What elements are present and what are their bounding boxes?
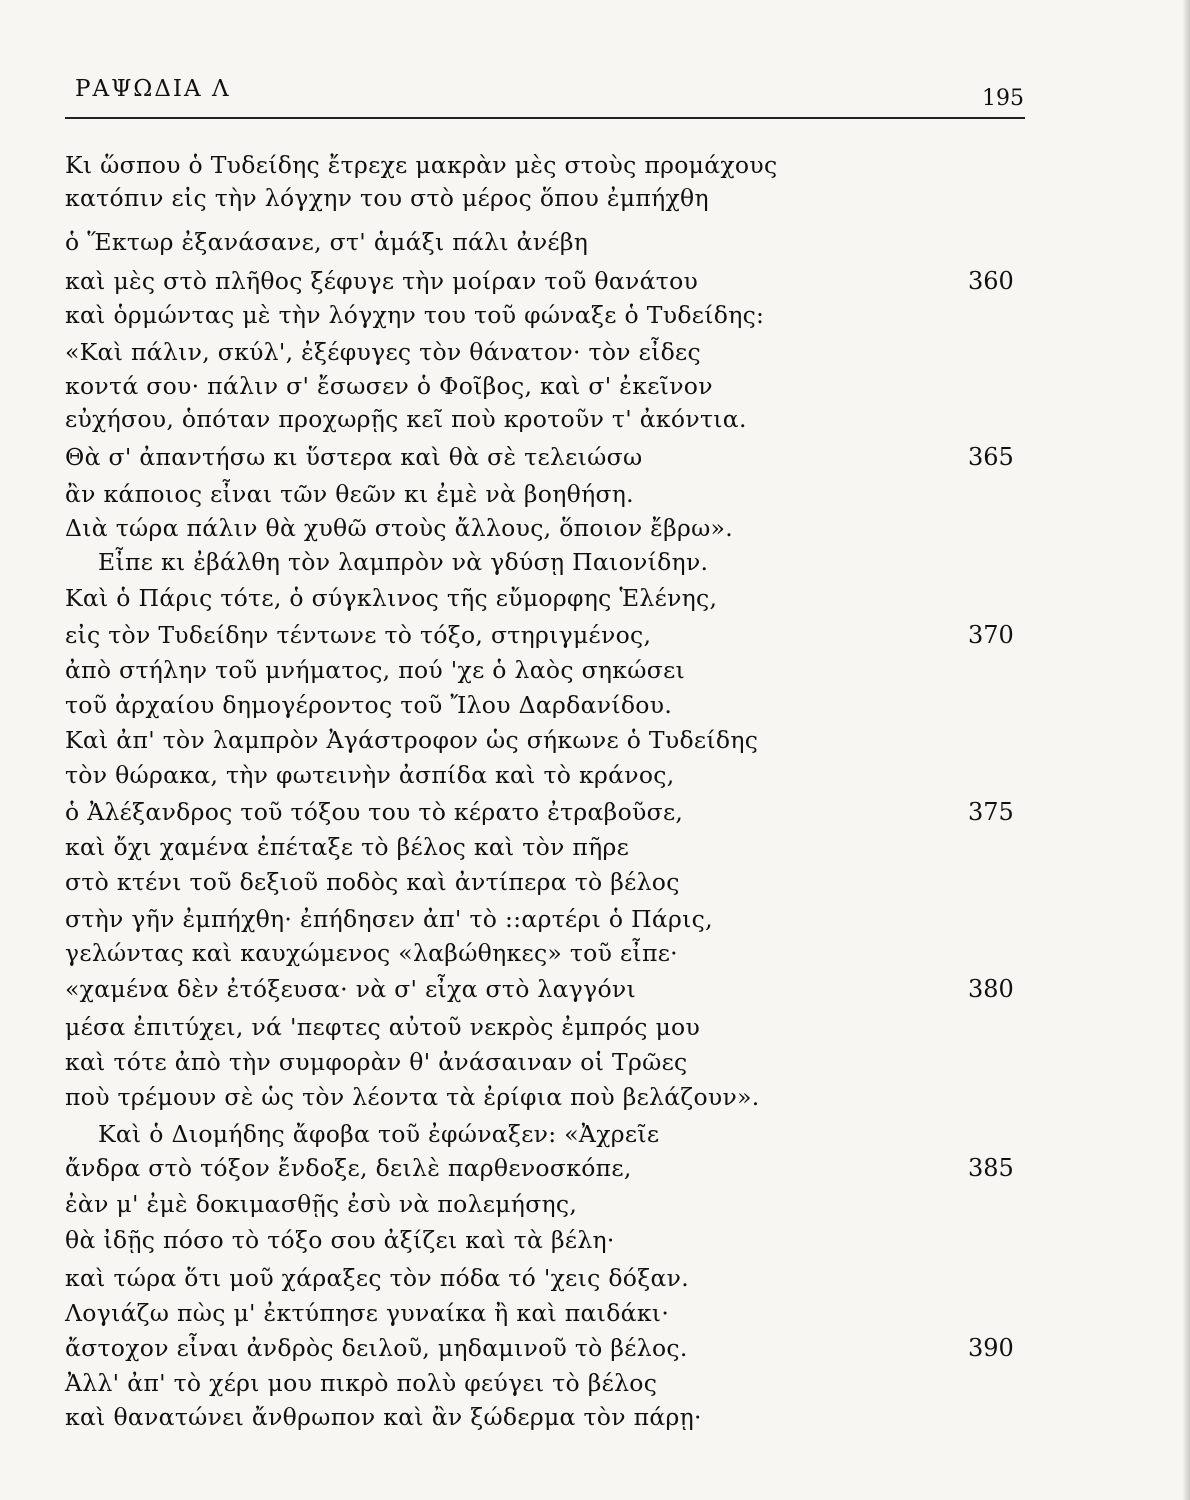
verse-line: Καὶ ὁ Πάρις τότε, ὁ σύγκλινος τῆς εὔμορφης Ἑλένης,	[65, 584, 718, 612]
verse-line: ποὺ τρέμουν σὲ ὡς τὸν λέοντα τὰ ἐρίφια ποὺ βελάζουν».	[65, 1083, 760, 1111]
verse-line: κατόπιν εἰς τὴν λόγχην του στὸ μέρος ὅπου ἐμπήχθη	[65, 184, 709, 212]
verse-line: καὶ ὁρμώντας μὲ τὴν λόγχην του τοῦ φώναξε ὁ Τυδείδης:	[65, 301, 765, 329]
verse-line: εἰς τὸν Τυδείδην τέντωνε τὸ τόξο, στηριγμένος,	[65, 621, 652, 649]
verse-line: Λογιάζω πὼς μ' ἐκτύπησε γυναίκα ἢ καὶ παιδάκι·	[65, 1299, 670, 1327]
verse-line: καὶ τότε ἀπὸ τὴν συμφορὰν θ' ἀνάσαιναν οἱ Τρῶες	[65, 1048, 688, 1076]
line-number: 375	[968, 798, 1014, 826]
verse-line: ἀπὸ στήλην τοῦ μνήματος, πού 'χε ὁ λαὸς σηκώσει	[65, 656, 686, 684]
page-edge-shadow	[1182, 0, 1190, 1500]
verse-line: Καὶ ὁ Διομήδης ἄφοβα τοῦ ἐφώναξεν: «Ἀχρεῖε	[98, 1120, 660, 1148]
verse-line: καὶ τώρα ὅτι μοῦ χάραξες τὸν πόδα τό 'χεις δόξαν.	[65, 1264, 690, 1292]
verse-line: καὶ ὄχι χαμένα ἐπέταξε τὸ βέλος καὶ τὸν πῆρε	[65, 833, 630, 861]
line-number: 380	[968, 975, 1014, 1003]
verse-line: εὐχήσου, ὁπόταν προχωρῇς κεῖ ποὺ κροτοῦν τ' ἀκόντια.	[65, 405, 747, 433]
verse-line: καὶ μὲς στὸ πλῆθος ξέφυγε τὴν μοίραν τοῦ θανάτου	[65, 267, 699, 295]
verse-line: γελώντας καὶ καυχώμενος «λαβώθηκες» τοῦ εἶπε·	[65, 939, 678, 967]
verse-line: ἂν κάποιος εἶναι τῶν θεῶν κι ἐμὲ νὰ βοηθήση.	[65, 480, 634, 508]
header-rule	[65, 117, 1025, 119]
verse-line: τοῦ ἀρχαίου δημογέροντος τοῦ Ἴλου Δαρδανίδου.	[65, 691, 673, 719]
verse-line: στὸ κτένι τοῦ δεξιοῦ ποδὸς καὶ ἀντίπερα τὸ βέλος	[65, 868, 680, 896]
verse-line: στὴν γῆν ἐμπήχθη· ἐπήδησεν ἀπ' τὸ ::αρτέρι ὁ Πάρις,	[65, 905, 713, 933]
verse-line: ὁ Ἀλέξανδρος τοῦ τόξου του τὸ κέρατο ἐτραβοῦσε,	[65, 798, 684, 826]
verse-line: «χαμένα δὲν ἐτόξευσα· νὰ σ' εἶχα στὸ λαγγόνι	[65, 975, 637, 1003]
line-number: 365	[968, 443, 1014, 471]
verse-line: «Καὶ πάλιν, σκύλ', ἐξέφυγες τὸν θάνατον· τὸν εἶδες	[65, 338, 701, 366]
verse-line: Ἀλλ' ἀπ' τὸ χέρι μου πικρὸ πολὺ φεύγει τὸ βέλος	[65, 1369, 658, 1397]
line-number: 370	[968, 621, 1014, 649]
verse-line: ἄστοχον εἶναι ἀνδρὸς δειλοῦ, μηδαμινοῦ τὸ βέλος.	[65, 1334, 688, 1362]
line-number: 390	[968, 1334, 1014, 1362]
verse-line: καὶ θανατώνει ἄνθρωπον καὶ ἂν ξώδερμα τὸν πάρῃ·	[65, 1403, 702, 1431]
verse-line: Εἶπε κι ἐβάλθη τὸν λαμπρὸν νὰ γδύσῃ Παιονίδην.	[98, 548, 709, 576]
verse-line: τὸν θώρακα, τὴν φωτεινὴν ἀσπίδα καὶ τὸ κράνος,	[65, 761, 675, 789]
page-number: 195	[982, 86, 1024, 111]
verse-line: Θὰ σ' ἀπαντήσω κι ὕστερα καὶ θὰ σὲ τελειώσω	[65, 443, 643, 471]
line-number: 360	[968, 267, 1014, 295]
verse-line: Διὰ τώρα πάλιν θὰ χυθῶ στοὺς ἄλλους, ὅποιον ἔβρω».	[65, 514, 733, 542]
verse-line: ἐὰν μ' ἐμὲ δοκιμασθῇς ἐσὺ νὰ πολεμήσης,	[65, 1190, 578, 1218]
verse-line: μέσα ἐπιτύχει, νά 'πεφτες αὐτοῦ νεκρὸς ἐμπρός μου	[65, 1013, 701, 1041]
chapter-heading: ΡΑΨΩΔΙΑ Λ	[75, 76, 231, 102]
verse-line: θὰ ἰδῇς πόσο τὸ τόξο σου ἀξίζει καὶ τὰ βέλη·	[65, 1226, 615, 1254]
verse-line: Κι ὥσπου ὁ Τυδείδης ἔτρεχε μακρὰν μὲς στοὺς προμάχους	[65, 151, 778, 179]
verse-line: ἄνδρα στὸ τόξον ἔνδοξε, δειλὲ παρθενοσκόπε,	[65, 1154, 632, 1182]
line-number: 385	[968, 1154, 1014, 1182]
verse-line: Καὶ ἀπ' τὸν λαμπρὸν Ἀγάστροφον ὡς σήκωνε ὁ Τυδείδης	[65, 726, 759, 754]
verse-line: κοντά σου· πάλιν σ' ἔσωσεν ὁ Φοῖβος, καὶ σ' ἐκεῖνον	[65, 372, 713, 400]
verse-line: ὁ Ἕκτωρ ἐξανάσανε, στ' ἁμάξι πάλι ἀνέβη	[65, 228, 589, 256]
